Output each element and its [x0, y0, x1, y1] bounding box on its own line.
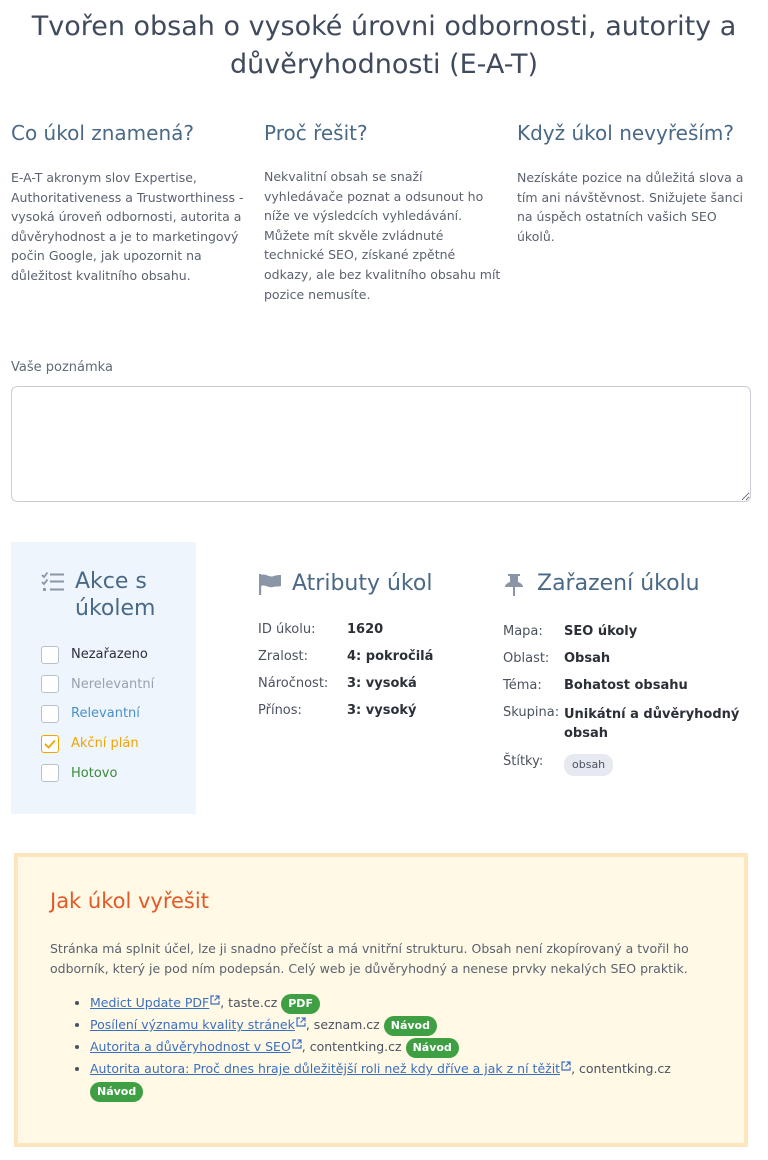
attributes-table — [258, 622, 433, 730]
resource-source: , contentking.cz — [301, 1039, 402, 1055]
attributes-panel — [258, 570, 488, 730]
attr-key: Zralost: — [258, 649, 309, 664]
page-title: Tvořen obsah o vysoké úrovni odbornosti, autority a důvěryhodnosti (E-A-T) — [31, 11, 737, 80]
note-textarea[interactable] — [11, 386, 751, 502]
attributes-title-text: Atributy úkol — [292, 571, 433, 596]
attr-key: ID úkolu: — [258, 622, 316, 637]
action-label: Hotovo — [71, 765, 118, 781]
attr-key: Přínos: — [258, 703, 302, 718]
action-label: Relevantní — [71, 706, 140, 722]
external-link-icon — [296, 1017, 306, 1027]
list-item — [90, 992, 712, 1014]
external-link-icon — [292, 1039, 302, 1049]
attr-value: 3: vysoký — [347, 703, 417, 718]
resource-link[interactable]: Autorita a důvěryhodnost v SEO — [90, 1039, 291, 1055]
actions-title-text: Akce s úkolem — [75, 569, 156, 621]
resource-link[interactable]: Posílení významu kvality stránek — [90, 1017, 295, 1033]
pin-icon — [503, 573, 529, 604]
attr-value: 1620 — [347, 622, 384, 637]
class-row — [503, 678, 753, 705]
type-badge: Návod — [406, 1038, 459, 1058]
info-heading: Když úkol nevyřeším? — [517, 121, 735, 145]
action-plan[interactable] — [41, 729, 166, 759]
checkbox[interactable] — [41, 764, 59, 782]
info-if-not — [517, 120, 749, 246]
actions-panel — [11, 542, 196, 814]
checkbox[interactable] — [41, 646, 59, 664]
class-key: Oblast: — [503, 651, 550, 666]
resource-links — [50, 992, 712, 1102]
solve-text: Stránka má splnit účel, lze ji snadno přečíst a má vnitřní strukturu. Obsah není zkopírovaný a tvořil ho odborník, který je pod ním podepsán. Celý web je důvěryhodný a nenese prvky nekalých SEO praktik. — [50, 941, 689, 976]
checkbox[interactable] — [41, 675, 59, 693]
solve-title: Jak úkol vyřešit — [50, 889, 209, 913]
info-heading: Co úkol znamená? — [11, 121, 195, 145]
actions-list — [41, 640, 166, 788]
resource-source: , seznam.cz — [305, 1017, 380, 1033]
attr-key: Náročnost: — [258, 676, 329, 691]
note-label: Vaše poznámka — [11, 360, 113, 375]
classification-title — [503, 570, 753, 604]
flag-icon — [258, 573, 284, 602]
list-item — [90, 1036, 712, 1058]
classification-table — [503, 624, 753, 787]
class-row — [503, 624, 753, 651]
type-badge: Návod — [90, 1082, 143, 1102]
attr-value: 4: pokročilá — [347, 649, 434, 664]
resource-link[interactable]: Autorita autora: Proč dnes hraje důležitější roli než kdy dříve a jak z ní těžit — [90, 1061, 561, 1077]
class-key: Skupina: — [503, 705, 560, 720]
external-link-icon — [561, 1061, 571, 1071]
class-value: Obsah — [564, 651, 611, 666]
checklist-icon — [41, 571, 67, 600]
attr-row — [258, 676, 433, 703]
list-item — [90, 1058, 712, 1102]
class-key: Téma: — [503, 678, 542, 693]
action-label: Akční plán — [71, 736, 139, 752]
attr-row — [258, 649, 433, 676]
action-label: Nezařazeno — [71, 647, 148, 663]
external-link-icon — [210, 995, 220, 1005]
info-what — [11, 120, 251, 286]
info-text: Nezískáte pozice na důležitá slova a tím ani návštěvnost. Snižujete šanci na úspěch ostatních vašich SEO úkolů. — [517, 170, 744, 244]
solve-panel — [14, 853, 748, 1147]
checkbox[interactable] — [41, 705, 59, 723]
class-value: Bohatost obsahu — [564, 678, 688, 693]
tags-key: Štítky: — [503, 754, 544, 769]
info-heading: Proč řešit? — [264, 121, 368, 145]
attributes-title — [258, 570, 488, 602]
action-unassigned[interactable] — [41, 640, 166, 670]
checkbox-checked[interactable] — [41, 735, 59, 753]
info-text: Nekvalitní obsah se snaží vyhledávače poznat a odsunout ho níže ve výsledcích vyhledávání. Můžete mít skvěle zvládnuté technické SEO, získané zpětné odkazy, ale bez kvalitního obsahu mít pozice nemusíte. — [264, 169, 501, 302]
action-label: Nerelevantní — [71, 676, 155, 692]
resource-link[interactable]: Medict Update PDF — [90, 995, 210, 1011]
attr-row — [258, 703, 433, 730]
classification-panel — [503, 570, 753, 787]
info-why — [264, 120, 504, 304]
checkmark-icon — [44, 739, 56, 749]
class-key: Mapa: — [503, 624, 543, 639]
classification-title-text: Zařazení úkolu — [537, 571, 700, 596]
action-done[interactable] — [41, 758, 166, 788]
class-row — [503, 651, 753, 678]
resource-source: , taste.cz — [220, 995, 278, 1011]
attr-row — [258, 622, 433, 649]
action-irrelevant[interactable] — [41, 670, 166, 700]
class-row — [503, 705, 753, 754]
actions-title — [41, 568, 166, 622]
action-relevant[interactable] — [41, 699, 166, 729]
class-row — [503, 754, 753, 787]
resource-source: , contentking.cz — [571, 1061, 671, 1077]
type-badge: PDF — [281, 994, 320, 1014]
tag-badge[interactable]: obsah — [564, 754, 613, 776]
class-value: SEO úkoly — [564, 624, 638, 639]
list-item — [90, 1014, 712, 1036]
info-text: E-A-T akronym slov Expertise, Authoritativeness a Trustworthiness - vysoká úroveň odbornosti, autorita a důvěryhodnost a je to marketingový počin Google, jak upozornit na důležitost kvalitního obsahu. — [11, 170, 244, 283]
attr-value: 3: vysoká — [347, 676, 417, 691]
class-value: Unikátní a důvěryhodný obsah — [564, 707, 740, 741]
type-badge: Návod — [384, 1016, 437, 1036]
